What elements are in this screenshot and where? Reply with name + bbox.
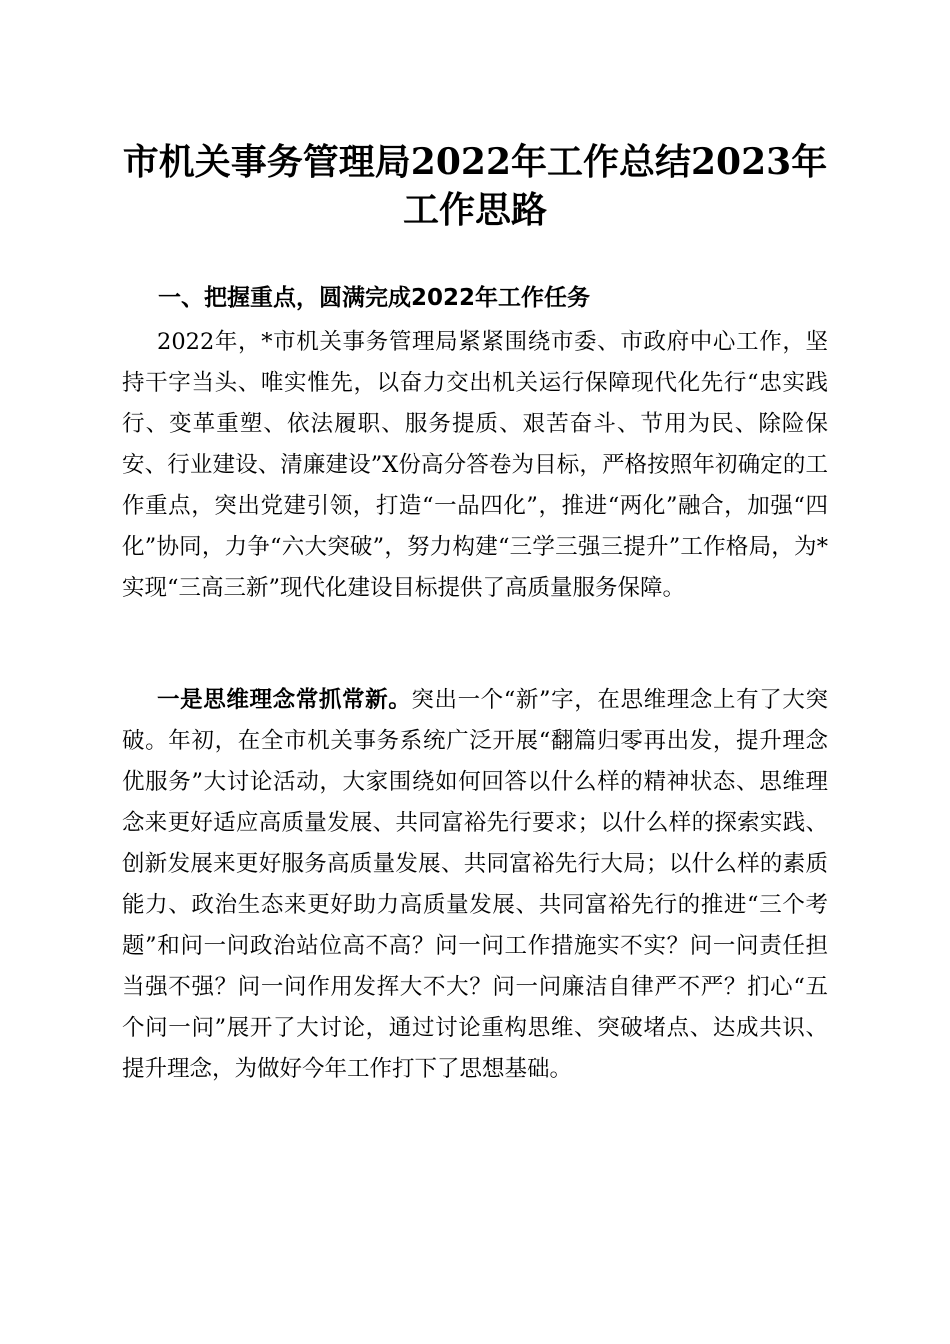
paragraph-thinking-concepts xyxy=(122,680,828,1090)
paragraph-lead: 一是思维理念常抓常新。 xyxy=(157,687,412,713)
section-heading: 一、把握重点，圆满完成2022年工作任务 xyxy=(158,285,591,311)
document-title: 市机关事务管理局2022年工作总结2023年工作思路 xyxy=(122,141,828,231)
paragraph-body: 突出一个“新”字，在思维理念上有了大突破。年初，在全市机关事务系统广泛开展“翻篇归零再出发，提升理念优服务”大讨论活动，大家围绕如何回答以什么样的精神状态、思维理念来更好适应高质量发展、共同富裕先行要求；以什么样的探索实践、创新发展来更好服务高质量发展、共同富裕先行大局；以什么样的素质能力、政治生态来更好助力高质量发展、共同富裕先行的推进“三个考题”和问一问政治站位高不高？问一问工作措施实不实？问一问责任担当强不强？问一问作用发挥大不大？问一问廉洁自律严不严？扪心“五个问一问”展开了大讨论，通过讨论重构思维、突破堵点、达成共识、提升理念，为做好今年工作打下了思想基础。 xyxy=(122,687,828,1082)
paragraph-intro: 2022年，*市机关事务管理局紧紧围绕市委、市政府中心工作，坚持干字当头、唯实惟先，以奋力交出机关运行保障现代化先行“忠实践行、变革重塑、依法履职、服务提质、艰苦奋斗、节用为民、除险保安、行业建设、清廉建设”X份高分答卷为目标，严格按照年初确定的工作重点，突出党建引领，打造“一品四化”，推进“两化”融合，加强“四化”协同，力争“六大突破”，努力构建“三学三强三提升”工作格局，为*实现“三高三新”现代化建设目标提供了高质量服务保障。 xyxy=(122,329,828,601)
